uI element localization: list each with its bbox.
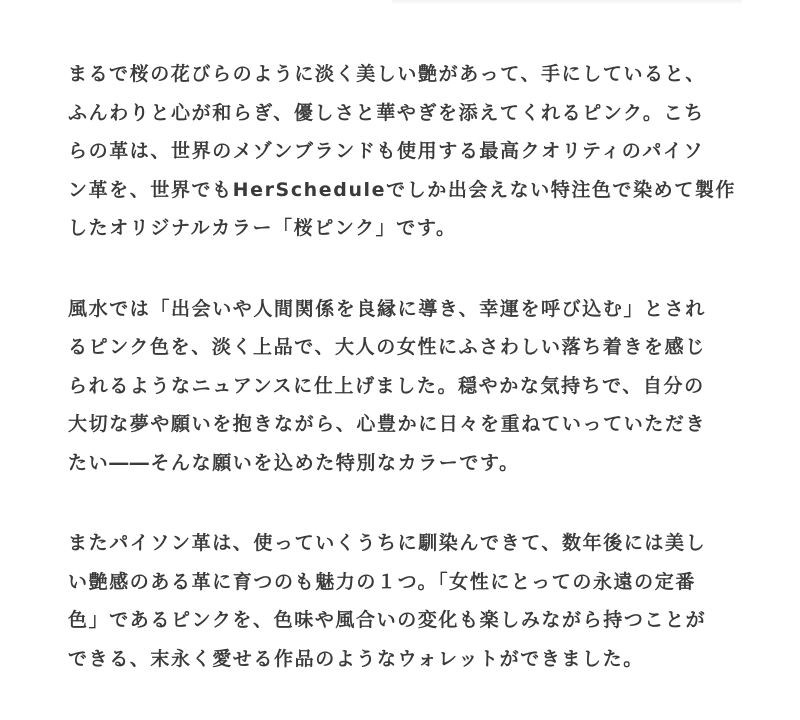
text-line: らの革は、世界のメゾンブランドも使用する最高クオリティのパイソ <box>68 140 705 162</box>
paragraph-python-leather <box>68 524 736 678</box>
text-line: またパイソン革は、使っていくうちに馴染んできて、数年後には美し <box>68 532 707 554</box>
paragraph-sakura-pink <box>68 55 736 248</box>
text-line: たい――そんな願いを込めた特別なカラーです。 <box>68 451 520 474</box>
text-line: 風水では「出会いや人間関係を良縁に導き、幸運を呼び込む」とされ <box>68 297 706 320</box>
text-line: ふんわりと心が和らぎ、優しさと華やぎを添えてくれるピンク。こち <box>68 101 705 124</box>
text-line: まるで桜の花びらのように淡く美しい艶があって、手にしていると、 <box>68 63 706 85</box>
text-line: 大切な夢や願いを抱きながら、心豊かに日々を重ねていっていただき <box>68 413 707 435</box>
text-line: 色」であるピンクを、色味や風合いの変化も楽しみながら持つことが <box>68 609 707 631</box>
text-line: るピンク色を、淡く上品で、大人の女性にふさわしい落ち着きを感じ <box>68 336 706 358</box>
paragraph-feng-shui <box>68 290 736 483</box>
text-line: られるようなニュアンスに仕上げました。穏やかな気持ちで、自分の <box>68 374 705 397</box>
text-line: い艶感のある革に育つのも魅力の１つ。「女性にとっての永遠の定番 <box>68 570 696 593</box>
top-divider <box>392 0 742 4</box>
product-description <box>68 55 736 720</box>
text-line: ン革を、世界でもHerScheduleでしか出会えない特注色で染めて製作 <box>68 178 736 201</box>
text-line: できる、末永く愛せる作品のようなウォレットができました。 <box>68 647 644 670</box>
text-line: したオリジナルカラー「桜ピンク」です。 <box>68 217 457 239</box>
